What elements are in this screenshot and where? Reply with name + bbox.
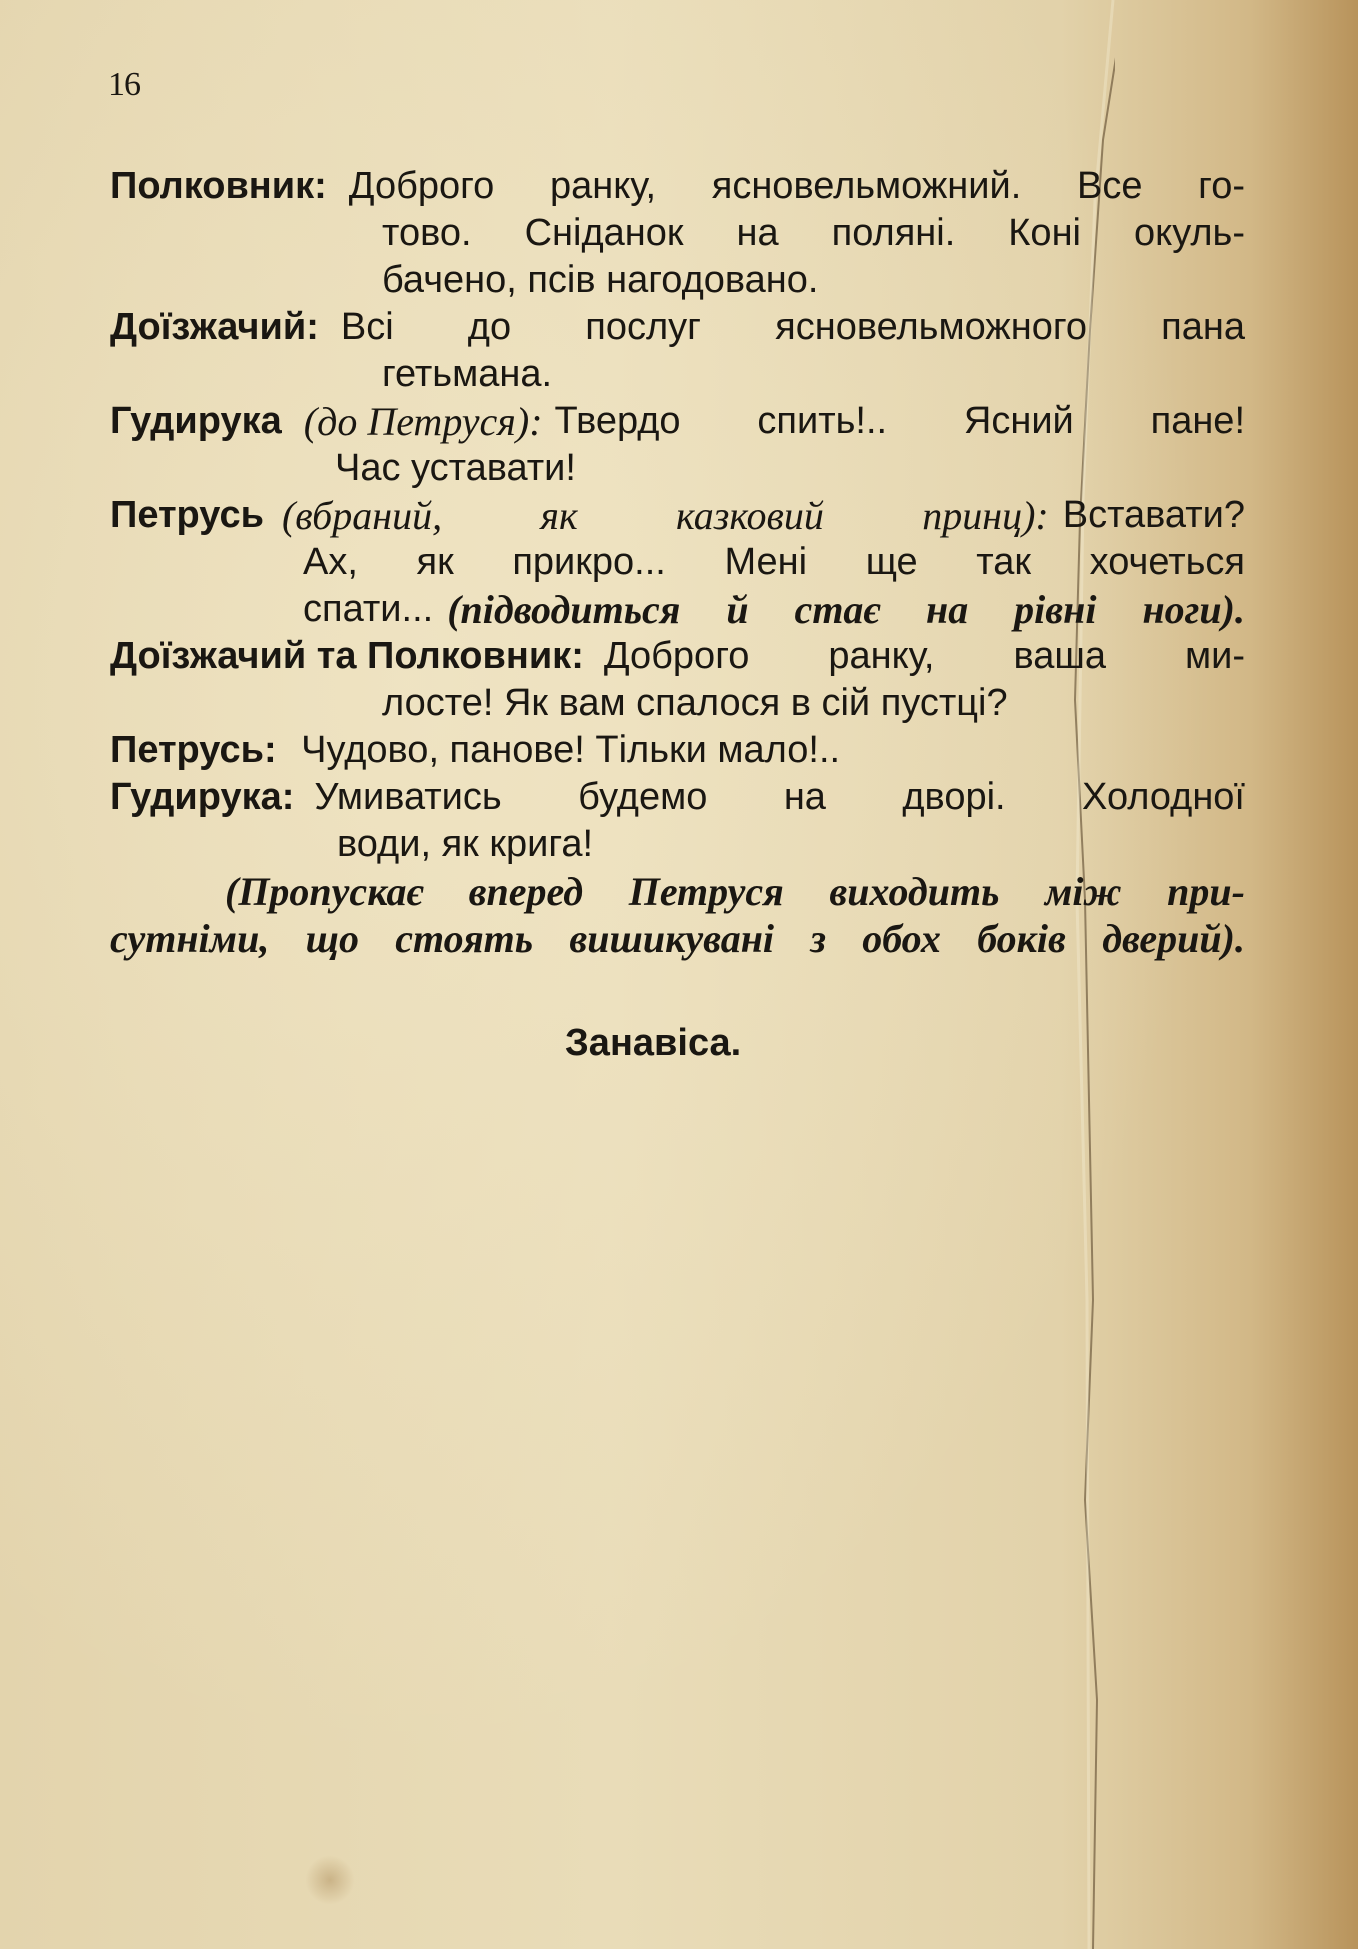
text-line bbox=[110, 774, 1245, 821]
text-line bbox=[110, 163, 1245, 210]
text-line bbox=[110, 351, 1245, 398]
text-line bbox=[110, 727, 1245, 774]
speaker-name: Петрусь: bbox=[110, 729, 277, 771]
speaker-name: Гудирука: bbox=[110, 776, 295, 818]
replica-text: Чудово, панове! Тільки мало!.. bbox=[301, 729, 841, 771]
curtain-label: Занавіса. bbox=[565, 1022, 742, 1064]
text-line bbox=[110, 445, 1245, 492]
text-line bbox=[110, 586, 1245, 633]
text-line bbox=[110, 821, 1245, 868]
speaker-name: Петрусь bbox=[110, 494, 264, 536]
stage-direction: (підводиться й стає на рівні ноги). bbox=[447, 587, 1245, 632]
speaker-name: Гудирука bbox=[110, 400, 282, 442]
paper-stain bbox=[305, 1855, 355, 1905]
speaker-name: Доїзжачий: bbox=[110, 306, 319, 348]
stage-direction: (до Петруся): bbox=[303, 399, 543, 444]
replica-text: бачено, псів нагодовано. bbox=[382, 259, 819, 301]
speaker-name: Доїзжачий та Полковник: bbox=[110, 635, 584, 677]
replica-text: гетьмана. bbox=[382, 353, 553, 395]
speaker-name: Полковник: bbox=[110, 165, 327, 207]
text-line bbox=[110, 257, 1245, 304]
text-line bbox=[110, 915, 1245, 962]
replica-text: Твердо спить!.. Ясний пане! bbox=[554, 400, 1245, 442]
page-number: 16 bbox=[108, 66, 140, 103]
replica-text: Доброго ранку, ясновельможний. Все го- bbox=[348, 165, 1245, 207]
text-line bbox=[110, 492, 1245, 539]
replica-text: спати... bbox=[303, 588, 434, 630]
text-line bbox=[110, 304, 1245, 351]
replica-text: Доброго ранку, ваша ми- bbox=[603, 635, 1245, 677]
text-line bbox=[110, 398, 1245, 445]
replica-text: Вставати? bbox=[1062, 494, 1245, 536]
replica-text: Ах, як прикро... Мені ще так хочеться bbox=[303, 541, 1245, 583]
replica-text: тово. Сніданок на поляні. Коні окуль- bbox=[382, 212, 1245, 254]
text-line bbox=[110, 680, 1245, 727]
replica-text: Час уставати! bbox=[335, 447, 576, 489]
replica-text: Умиватись будемо на дворі. Холодної bbox=[314, 776, 1245, 818]
play-text bbox=[110, 163, 1245, 962]
replica-text: води, як крига! bbox=[337, 823, 594, 865]
replica-text: Всі до послуг ясновельможного пана bbox=[340, 306, 1245, 348]
text-line bbox=[110, 539, 1245, 586]
text-line bbox=[110, 868, 1245, 915]
text-line bbox=[110, 210, 1245, 257]
text-line bbox=[110, 633, 1245, 680]
stage-direction: (Пропускає вперед Петруся виходить між при- bbox=[225, 869, 1245, 914]
stage-direction: сутніми, що стоять вишикувані з обох боків дверий). bbox=[110, 916, 1245, 961]
replica-text: лосте! Як вам спалося в сій пустці? bbox=[382, 682, 1008, 724]
stage-direction: (вбраний, як казковий принц): bbox=[281, 493, 1049, 538]
